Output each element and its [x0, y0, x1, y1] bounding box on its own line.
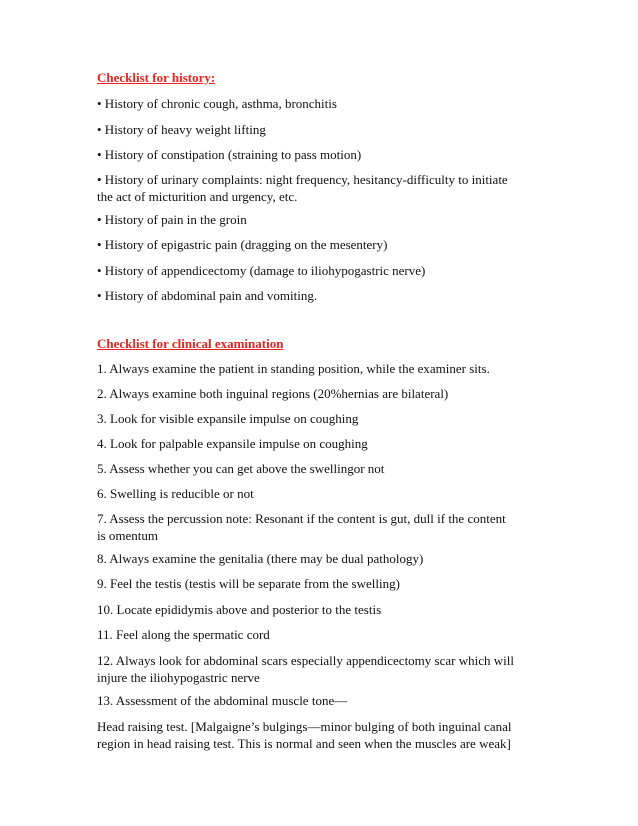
- history-item: • History of chronic cough, asthma, bronchitis: [97, 96, 337, 111]
- exam-item: 3. Look for visible expansile impulse on coughing: [97, 411, 359, 426]
- exam-item: 13. Assessment of the abdominal muscle tone—: [97, 693, 348, 708]
- history-item: • History of constipation (straining to pass motion): [97, 147, 362, 162]
- exam-item: 1. Always examine the patient in standing position, while the examiner sits.: [97, 361, 490, 376]
- history-item: • History of abdominal pain and vomiting.: [97, 288, 318, 303]
- exam-item-note: Head raising test. [Malgaigne’s bulgings—minor bulging of both inguinal canal: [97, 719, 512, 734]
- exam-item: 8. Always examine the genitalia (there may be dual pathology): [97, 551, 424, 566]
- history-item: • History of appendicectomy (damage to iliohypogastric nerve): [97, 263, 426, 278]
- exam-item: 4. Look for palpable expansile impulse on coughing: [97, 436, 368, 451]
- exam-item-continuation: injure the iliohypogastric nerve: [97, 670, 260, 685]
- history-item: • History of urinary complaints: night frequency, hesitancy-difficulty to initiate: [97, 172, 508, 187]
- exam-item: 5. Assess whether you can get above the swellingor not: [97, 461, 385, 476]
- exam-item: 12. Always look for abdominal scars especially appendicectomy scar which will: [97, 653, 514, 668]
- exam-item: 7. Assess the percussion note: Resonant if the content is gut, dull if the content: [97, 511, 506, 526]
- history-item-continuation: the act of micturition and urgency, etc.: [97, 189, 298, 204]
- exam-item: 11. Feel along the spermatic cord: [97, 627, 270, 642]
- exam-item: 9. Feel the testis (testis will be separate from the swelling): [97, 576, 400, 591]
- history-item: • History of heavy weight lifting: [97, 122, 266, 137]
- history-item: • History of epigastric pain (dragging on the mesentery): [97, 237, 388, 252]
- exam-item-continuation: is omentum: [97, 528, 159, 543]
- history-checklist-heading: Checklist for history:: [97, 70, 216, 85]
- history-item: • History of pain in the groin: [97, 212, 247, 227]
- exam-item-note: region in head raising test. This is normal and seen when the muscles are weak]: [97, 736, 511, 751]
- clinical-examination-heading: Checklist for clinical examination: [97, 336, 284, 351]
- exam-item: 10. Locate epididymis above and posterior to the testis: [97, 602, 382, 617]
- exam-item: 2. Always examine both inguinal regions (20%hernias are bilateral): [97, 386, 449, 401]
- exam-item: 6. Swelling is reducible or not: [97, 486, 254, 501]
